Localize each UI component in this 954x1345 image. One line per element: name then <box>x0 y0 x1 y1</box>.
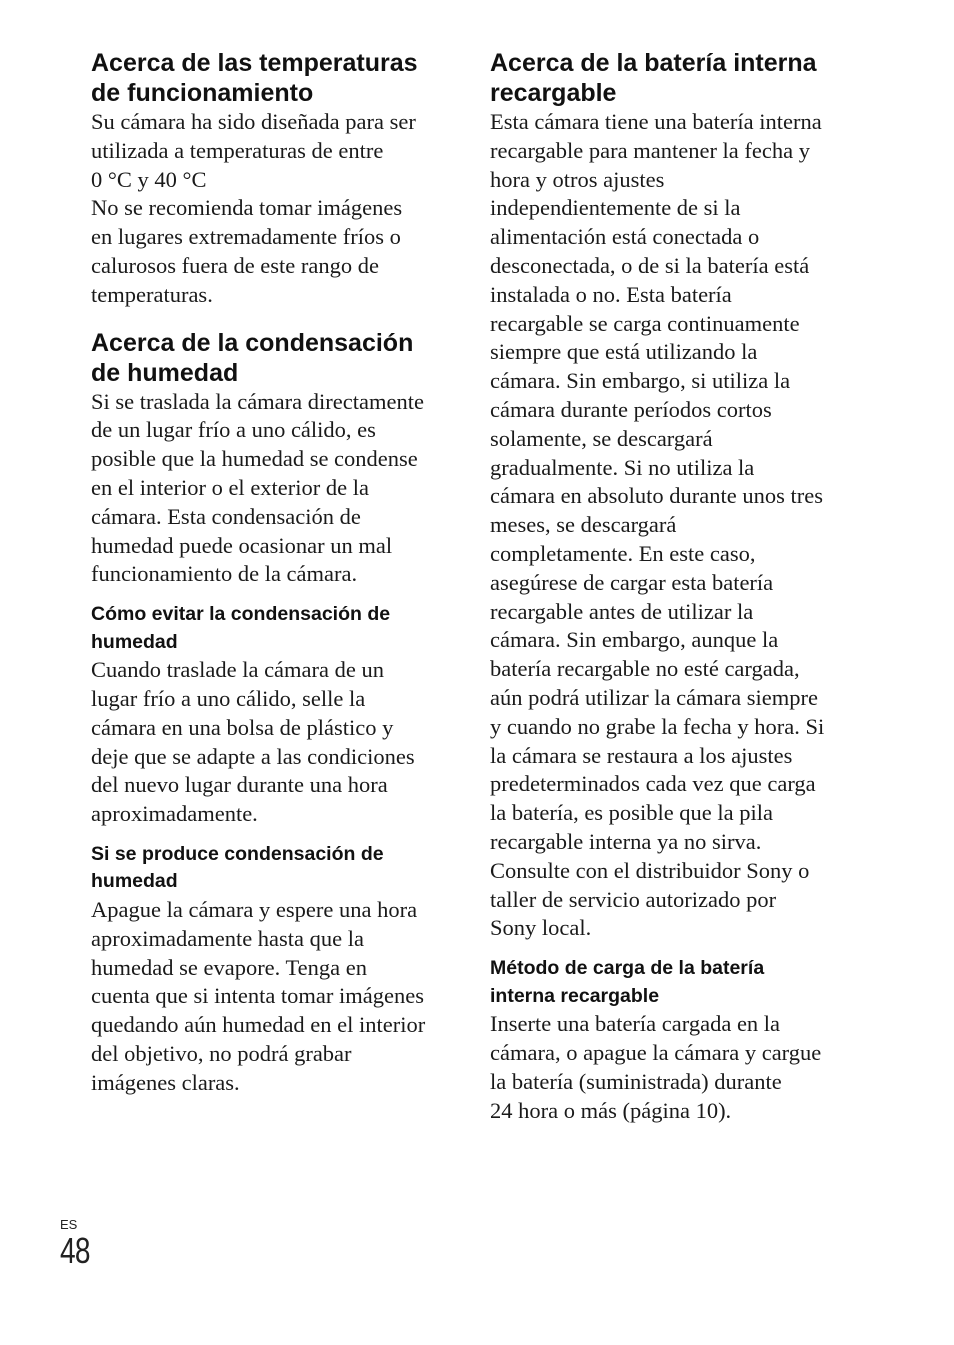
condensation-section <box>91 328 446 1098</box>
page-number: 48 <box>60 1230 90 1271</box>
battery-charging-body: Inserte una batería cargada en la cámara, o apague la cámara y cargue la batería (suministrada) durante 24 hora o más (página 10). <box>490 1011 822 1123</box>
battery-charging-heading: Método de carga de la batería interna recargable <box>490 957 765 1007</box>
condensation-occurs-subsection <box>91 841 446 1098</box>
battery-charging-subsection <box>490 955 850 1125</box>
condensation-occurs-heading: Si se produce condensación de humedad <box>91 842 384 893</box>
condensation-heading: Acerca de la condensación de humedad <box>91 328 414 387</box>
prevent-condensation-subsection <box>91 601 446 829</box>
temperature-section <box>91 48 446 310</box>
battery-heading: Acerca de la batería interna recargable <box>490 49 817 107</box>
prevent-condensation-body: Cuando traslade la cámara de un lugar frío a uno cálido, selle la cámara en una bolsa de plástico y deje que se adapte a las condiciones del nuevo lugar durante una hora aproximadamente. <box>91 657 415 827</box>
language-tag: ES <box>60 1217 78 1232</box>
page-footer <box>60 1217 98 1270</box>
condensation-body: Si se traslada la cámara directamente de un lugar frío a uno cálido, es posible que la humedad se condense en el interior o el exterior de la cámara. Esta condensación de humedad puede ocasionar un mal funcionamiento de la cámara. <box>91 388 424 587</box>
temperature-heading: Acerca de las temperaturas de funcionamiento <box>91 49 418 107</box>
battery-body: Esta cámara tiene una batería interna recargable para mantener la fecha y hora y otros ajustes independientemente de si la alimentación está conectada o desconectada, o de si la batería está instalada o no. Esta batería recargable se carga continuamente siempre que está utilizando la cámara. Sin embargo, si utiliza la cámara durante períodos cortos solamente, se descargará gradualmente. Si no utiliza la cámara en absoluto durante unos tres meses, se descargará completamente. En este caso, asegúrese de cargar esta batería recargable antes de utilizar la cámara. Sin embargo, aunque la batería recargable no esté cargada, aún podrá utilizar la cámara siempre y cuando no grabe la fecha y hora. Si la cámara se restaura a los ajustes predeterminados cada vez que carga la batería, es posible que la pila recargable interna ya no sirva. Consulte con el distribuidor Sony o taller de servicio autorizado por Sony local. <box>490 109 825 941</box>
right-column <box>490 48 850 1125</box>
battery-section <box>490 48 850 1125</box>
condensation-occurs-body: Apague la cámara y espere una hora aproximadamente hasta que la humedad se evapore. Tenga en cuenta que si intenta tomar imágenes quedando aún humedad en el interior del objetivo, no podrá grabar imágenes claras. <box>91 896 426 1095</box>
left-column <box>91 48 446 1098</box>
prevent-condensation-heading: Cómo evitar la condensación de humedad <box>91 603 391 653</box>
temperature-body: Su cámara ha sido diseñada para ser utilizada a temperaturas de entre 0 °C y 40 °C No se recomienda tomar imágenes en lugares extremadamente fríos o calurosos fuera de este rango de temperaturas. <box>91 109 416 307</box>
